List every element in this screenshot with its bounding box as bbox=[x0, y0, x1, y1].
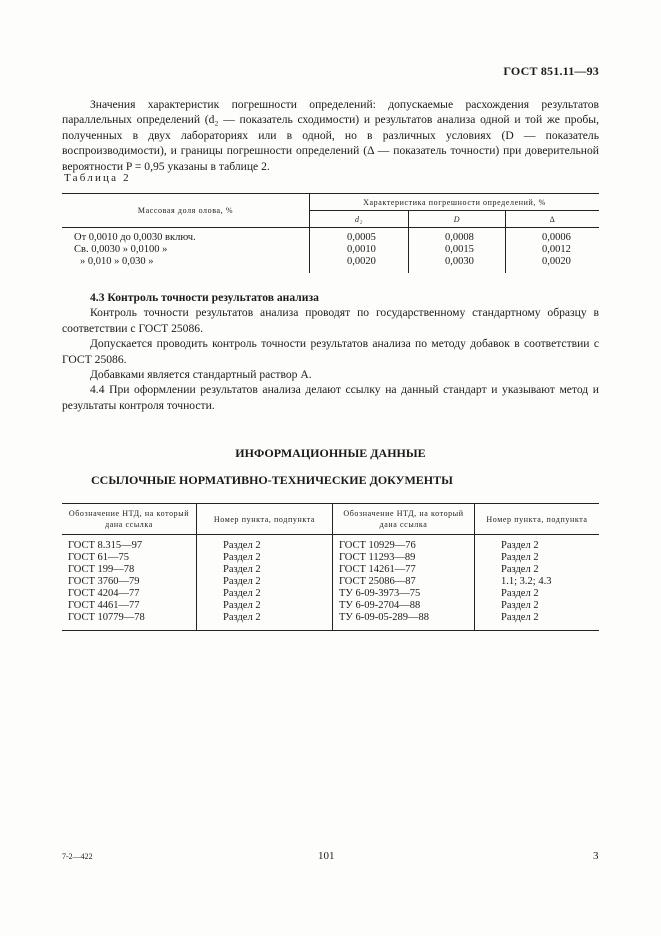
D-header: D bbox=[409, 211, 506, 228]
references-table bbox=[62, 503, 599, 631]
clause-cell: Раздел 2 bbox=[501, 564, 539, 575]
document-code: ГОСТ 851.11—93 bbox=[503, 64, 599, 78]
table2-caption: Таблица 2 bbox=[64, 172, 131, 184]
ntd-cell: ТУ 6-09-2704—88 bbox=[333, 600, 475, 612]
ntd-cell: ГОСТ 10779—78 bbox=[62, 612, 197, 631]
clause-cell: Раздел 2 bbox=[197, 535, 333, 553]
delta-cell: 0,0006 bbox=[542, 232, 571, 243]
d2-header: d₂ bbox=[310, 211, 409, 228]
clause-cell: Раздел 2 bbox=[197, 564, 333, 576]
section-paragraph: Контроль точности результатов анализа проводят по государственному стандартному образцу в соответствии с ГОСТ 25086. bbox=[62, 306, 599, 335]
ntd-header: Обозначение НТД, на который дана ссылка bbox=[333, 504, 475, 535]
table-row bbox=[62, 228, 599, 245]
ntd-cell: ГОСТ 14261—77 bbox=[333, 564, 475, 576]
ntd-header: Обозначение НТД, на который дана ссылка bbox=[62, 504, 197, 535]
clause-cell: Раздел 2 bbox=[197, 588, 333, 600]
delta-header: Δ bbox=[506, 211, 600, 228]
table-row bbox=[62, 612, 599, 631]
table-row bbox=[62, 564, 599, 576]
ntd-cell: ГОСТ 10929—76 bbox=[333, 535, 475, 553]
delta-cell: 0,0020 bbox=[542, 256, 571, 267]
ntd-cell: ГОСТ 61—75 bbox=[62, 552, 197, 564]
clause-cell: Раздел 2 bbox=[501, 588, 539, 599]
clause-cell: 1.1; 3.2; 4.3 bbox=[501, 576, 552, 587]
table-row bbox=[62, 256, 599, 273]
section-paragraph: 4.4 При оформлении результатов анализа делают ссылку на данный стандарт и указывают метод и результаты контроля точности. bbox=[62, 383, 599, 412]
D-cell: 0,0030 bbox=[409, 256, 506, 273]
mass-fraction-header: Массовая доля олова, % bbox=[62, 194, 310, 228]
clause-cell: Раздел 2 bbox=[501, 600, 539, 611]
references-body bbox=[62, 535, 599, 631]
section-4-3 bbox=[62, 290, 599, 413]
table-row bbox=[62, 552, 599, 564]
section-paragraph: Добавками является стандартный раствор А. bbox=[90, 368, 312, 382]
clause-cell: Раздел 2 bbox=[197, 612, 333, 631]
refs-title: ССЫЛОЧНЫЕ НОРМАТИВНО-ТЕХНИЧЕСКИЕ ДОКУМЕНТЫ bbox=[91, 473, 453, 487]
ntd-cell: ГОСТ 199—78 bbox=[62, 564, 197, 576]
clause-header: Номер пункта, подпункта bbox=[197, 504, 333, 535]
delta-cell: 0,0012 bbox=[542, 244, 571, 255]
section-paragraph: Допускается проводить контроль точности результатов анализа по методу добавок в соответствии с ГОСТ 25086. bbox=[62, 337, 599, 366]
ntd-cell: ГОСТ 4204—77 bbox=[62, 588, 197, 600]
ntd-cell: ГОСТ 4461—77 bbox=[62, 600, 197, 612]
range-cell: От 0,0010 до 0,0030 включ. bbox=[62, 228, 310, 245]
intro-paragraph bbox=[62, 97, 599, 174]
info-title: ИНФОРМАЦИОННЫЕ ДАННЫЕ bbox=[235, 446, 426, 460]
table-2 bbox=[62, 193, 599, 273]
table-row bbox=[62, 535, 599, 553]
ntd-cell: ГОСТ 8.315—97 bbox=[62, 535, 197, 553]
page-number: 101 bbox=[318, 850, 335, 862]
D-cell: 0,0008 bbox=[409, 228, 506, 245]
range-cell: Св. 0,0030 » 0,0100 » bbox=[62, 244, 310, 256]
print-code: 7-2—422 bbox=[62, 852, 93, 861]
clause-cell: Раздел 2 bbox=[501, 540, 539, 551]
clause-cell: Раздел 2 bbox=[501, 612, 539, 623]
table-row bbox=[62, 244, 599, 256]
ntd-cell: ТУ 6-09-3973—75 bbox=[333, 588, 475, 600]
error-characteristics-header: Характеристика погрешности определений, % bbox=[310, 194, 600, 211]
clause-cell: Раздел 2 bbox=[197, 576, 333, 588]
clause-header: Номер пункта, подпункта bbox=[486, 514, 588, 524]
range-cell: » 0,010 » 0,030 » bbox=[62, 256, 310, 273]
table-row bbox=[62, 588, 599, 600]
clause-cell: Раздел 2 bbox=[197, 552, 333, 564]
sheet-number: 3 bbox=[593, 850, 599, 862]
ntd-cell: ТУ 6-09-05-289—88 bbox=[333, 612, 475, 631]
d2-cell: 0,0020 bbox=[310, 256, 409, 273]
clause-cell: Раздел 2 bbox=[501, 552, 539, 563]
d2-cell: 0,0005 bbox=[310, 228, 409, 245]
table-row bbox=[62, 576, 599, 588]
clause-cell: Раздел 2 bbox=[197, 600, 333, 612]
D-cell: 0,0015 bbox=[409, 244, 506, 256]
intro-text: Значения характеристик погрешности определений: допускаемые расхождения результатов параллельных определений (d₂ — показатель сходимости) и результатов анализа одной и той же пробы, полученных в двух лабораториях или в одной, но в различных условиях (D — показатель воспроизводимости), и границы погрешности определений (Δ — показатель точности) при доверительной вероятности P = 0,95 указаны в таблице 2. bbox=[62, 98, 599, 173]
section-heading: 4.3 Контроль точности результатов анализа bbox=[90, 291, 319, 304]
table-row bbox=[62, 600, 599, 612]
ntd-cell: ГОСТ 3760—79 bbox=[62, 576, 197, 588]
d2-cell: 0,0010 bbox=[310, 244, 409, 256]
ntd-cell: ГОСТ 25086—87 bbox=[333, 576, 475, 588]
ntd-cell: ГОСТ 11293—89 bbox=[333, 552, 475, 564]
